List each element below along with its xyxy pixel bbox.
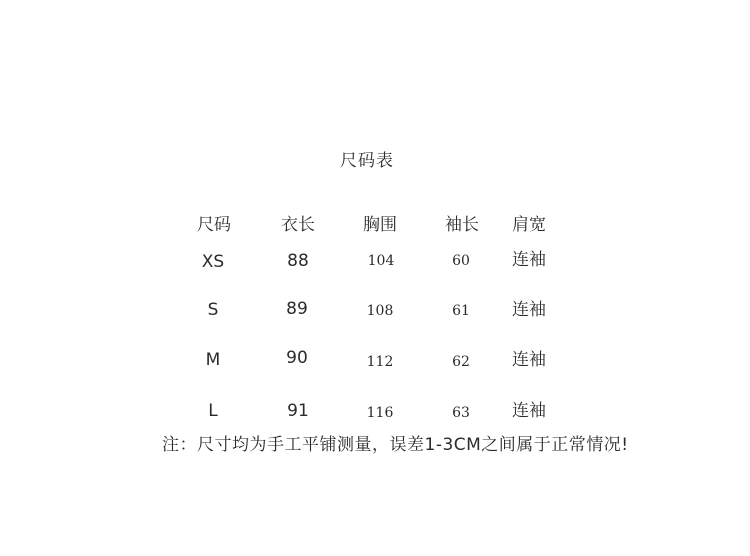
chest-cell: 104 (367, 253, 395, 269)
length-cell: 90 (286, 348, 308, 368)
size-cell: L (208, 401, 218, 421)
header-sleeve: 袖长 (445, 215, 479, 235)
shoulder-cell: 连袖 (512, 350, 546, 370)
sleeve-cell: 61 (452, 303, 470, 319)
chest-cell: 116 (366, 405, 394, 421)
header-size: 尺码 (197, 215, 231, 235)
shoulder-cell: 连袖 (512, 401, 546, 421)
chart-title: 尺码表 (340, 151, 394, 171)
sleeve-cell: 60 (452, 253, 470, 269)
length-cell: 89 (286, 299, 308, 319)
sleeve-cell: 62 (452, 354, 470, 370)
shoulder-cell: 连袖 (512, 250, 546, 270)
size-cell: S (207, 300, 219, 320)
chest-cell: 108 (366, 303, 394, 319)
shoulder-cell: 连袖 (512, 300, 546, 320)
header-shoulder: 肩宽 (512, 215, 546, 235)
measurement-note: 注：尺寸均为手工平铺测量，误差1-3CM之间属于正常情况! (162, 435, 629, 455)
chest-cell: 112 (366, 354, 394, 370)
length-cell: 88 (287, 251, 309, 271)
length-cell: 91 (287, 401, 309, 421)
header-length: 衣长 (281, 215, 315, 235)
size-cell: XS (201, 252, 225, 272)
sleeve-cell: 63 (452, 405, 470, 421)
size-cell: M (205, 350, 221, 370)
header-chest: 胸围 (363, 215, 397, 235)
